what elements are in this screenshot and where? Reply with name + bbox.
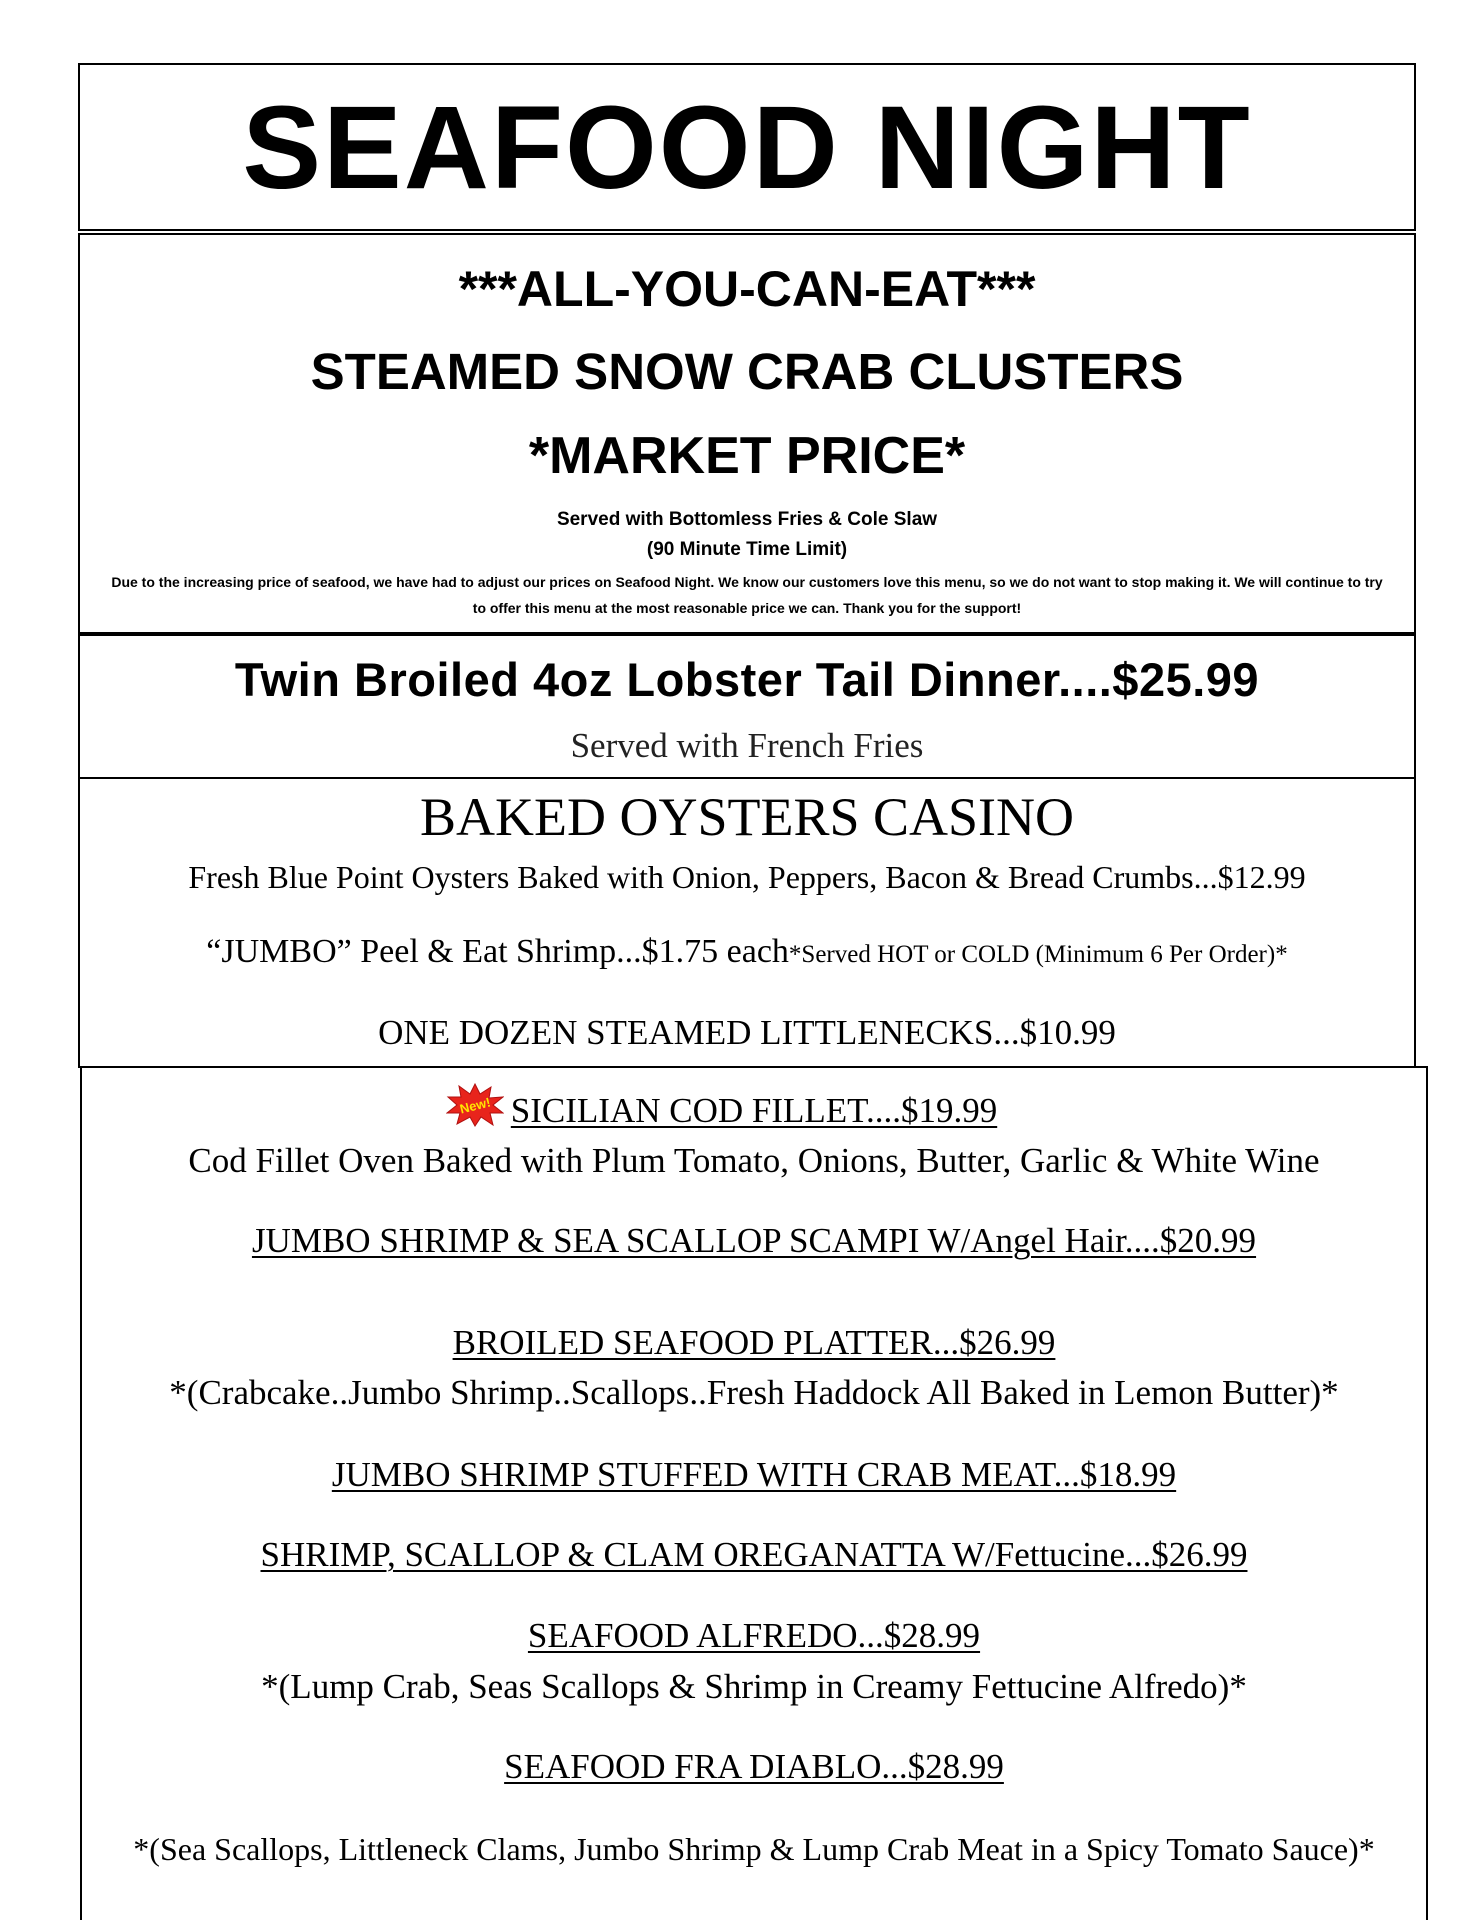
title-box <box>78 63 1416 231</box>
seafood-alfredo-item: SEAFOOD ALFREDO...$28.99 <box>527 1616 981 1655</box>
oreganatta-item: SHRIMP, SCALLOP & CLAM OREGANATTA W/Fettucine...$26.99 <box>260 1535 1248 1574</box>
all-you-can-eat-heading: ***ALL-YOU-CAN-EAT*** <box>458 261 1036 317</box>
fra-diablo-description: *(Sea Scallops, Littleneck Clams, Jumbo Shrimp & Lump Crab Meat in a Spicy Tomato Sauce)* <box>133 1831 1375 1867</box>
page-title: SEAFOOD NIGHT <box>242 82 1252 214</box>
seafood-platter-description: *(Crabcake..Jumbo Shrimp..Scallops..Fresh Haddock All Baked in Lemon Butter)* <box>169 1373 1339 1412</box>
peel-eat-shrimp-item: “JUMBO” Peel & Eat Shrimp...$1.75 each <box>206 933 789 970</box>
new-badge-text: New! <box>458 1094 493 1117</box>
price-notice: Due to the increasing price of seafood, we have had to adjust our prices on Seafood Night. We know our customers love this menu, so we do not want to stop making it. We will continue to try to offer this menu at the most reasonable price we can. Thank you for the support! <box>111 574 1383 616</box>
peel-eat-shrimp-line <box>80 929 1414 978</box>
snow-crab-heading: STEAMED SNOW CRAB CLUSTERS <box>310 343 1184 400</box>
oysters-casino-title: BAKED OYSTERS CASINO <box>419 787 1075 847</box>
lobster-dinner-title: Twin Broiled 4oz Lobster Tail Dinner....$25.99 <box>234 653 1260 706</box>
lobster-box <box>78 634 1416 779</box>
seafood-platter-item: BROILED SEAFOOD PLATTER...$26.99 <box>452 1323 1056 1362</box>
cod-fillet-description: Cod Fillet Oven Baked with Plum Tomato, Onions, Butter, Garlic & White Wine <box>188 1141 1320 1180</box>
crab-special-box <box>78 233 1416 634</box>
crab-time-limit: (90 Minute Time Limit) <box>646 539 848 560</box>
littlenecks-item: ONE DOZEN STEAMED LITTLENECKS...$10.99 <box>378 1013 1116 1052</box>
fra-diablo-item: SEAFOOD FRA DIABLO...$28.99 <box>504 1747 1004 1786</box>
appetizers-box <box>78 777 1416 1068</box>
peel-eat-shrimp-note: *Served HOT or COLD (Minimum 6 Per Order)* <box>788 941 1288 968</box>
lobster-served-with: Served with French Fries <box>570 726 924 765</box>
scampi-item: JUMBO SHRIMP & SEA SCALLOP SCAMPI W/Angel Hair....$20.99 <box>251 1221 1257 1260</box>
seafood-alfredo-description: *(Lump Crab, Seas Scallops & Shrimp in Creamy Fettucine Alfredo)* <box>261 1667 1247 1706</box>
crab-served-with: Served with Bottomless Fries & Cole Slaw <box>556 509 938 530</box>
stuffed-shrimp-item: JUMBO SHRIMP STUFFED WITH CRAB MEAT...$18.99 <box>331 1455 1177 1494</box>
market-price-heading: *MARKET PRICE* <box>528 427 966 485</box>
cod-fillet-item: SICILIAN COD FILLET....$19.99 <box>510 1091 998 1130</box>
entrees-box <box>80 1066 1428 1920</box>
oysters-description: Fresh Blue Point Oysters Baked with Onion, Peppers, Bacon & Bread Crumbs...$12.99 <box>188 859 1306 895</box>
